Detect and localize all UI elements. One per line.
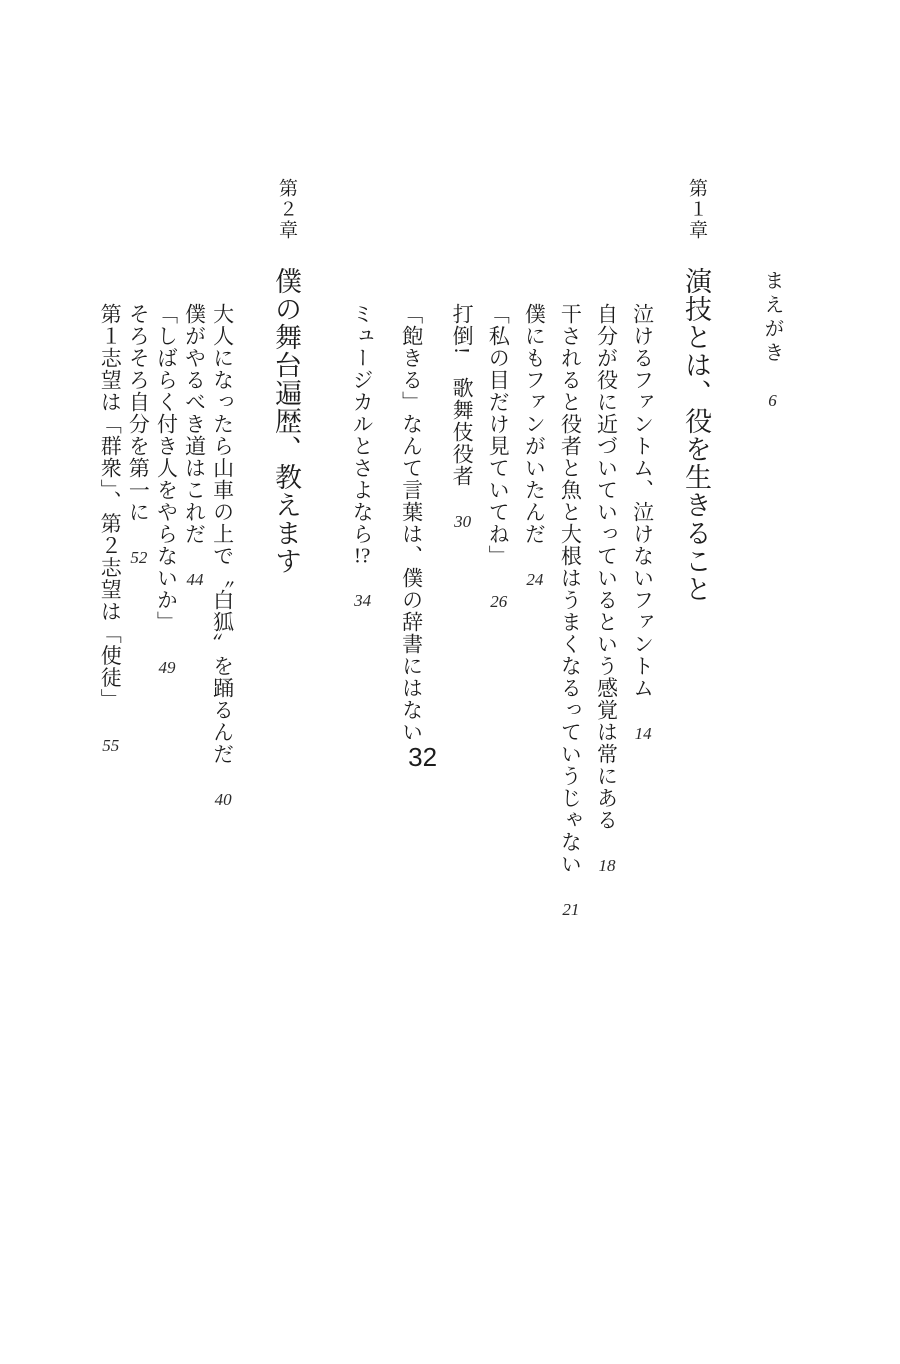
entry-page-number: 18 — [598, 857, 616, 874]
entry-title: 僕がやるべき道はこれだ — [182, 303, 207, 545]
entry-page-number: 44 — [186, 571, 204, 588]
entry-title: 第１志望は「群衆」、第２志望は「使徒」 — [98, 303, 123, 711]
toc-entry — [631, 303, 654, 1324]
entry-title: 僕にもファンがいたんだ — [522, 303, 547, 545]
entry-title: 打倒! 歌舞伎役者 — [450, 303, 475, 487]
entry-page-number: 30 — [454, 513, 472, 530]
toc-entry — [211, 303, 234, 1324]
entry-page-number: 14 — [634, 725, 652, 742]
chapter2-title: 僕の舞台遍歴、教えます — [271, 267, 302, 575]
toc-entry — [98, 303, 121, 1324]
toc-entry — [522, 303, 545, 1324]
chapter1-label: 第１章 — [686, 178, 707, 241]
toc-entry — [126, 303, 149, 1324]
entry-page-number: 24 — [526, 571, 544, 588]
entry-title: 自分が役に近づいていっているという感覚は常にある — [594, 303, 619, 831]
entry-title: 大人になったら山車の上で〝白狐〟を踊るんだ — [210, 303, 235, 765]
entry-title-punctuation: !? — [353, 545, 371, 566]
entry-page-number: 52 — [130, 549, 148, 566]
toc-entry — [594, 303, 617, 1324]
frontmatter-title: まえがき — [761, 270, 783, 366]
entry-title: 「飽きる」なんて言葉は、僕の辞書にはない — [399, 303, 424, 743]
chapter1-title: 演技とは、役を生きること — [681, 267, 711, 603]
toc-entry — [486, 303, 509, 1324]
frontmatter-entry — [760, 270, 784, 1324]
entry-page-number: 55 — [102, 736, 120, 754]
entry-page-number: 49 — [158, 659, 176, 676]
toc-entry — [450, 303, 473, 1324]
toc-entry — [182, 303, 205, 1324]
entry-title: 干されると役者と魚と大根はうまくなるっていうじゃない — [558, 303, 583, 875]
toc-entry — [386, 303, 437, 1324]
entry-title: そろそろ自分を第一に — [126, 303, 151, 523]
entry-title: ミュージカルとさよなら — [350, 303, 375, 545]
chapter1-heading — [680, 178, 712, 1324]
entry-page-number: 26 — [490, 593, 508, 610]
entry-title: 泣けるファントム、泣けないファントム — [630, 303, 655, 699]
entry-page-number: 40 — [214, 791, 232, 808]
entry-title: 「しばらく付き人をやらないか」 — [154, 303, 179, 633]
toc-entry — [558, 303, 581, 1324]
toc-entry — [350, 303, 373, 1324]
entry-page-number: 21 — [562, 901, 580, 918]
frontmatter-page-number: 6 — [768, 392, 777, 409]
chapter2-heading — [270, 178, 302, 1324]
chapter2-label: 第２章 — [276, 178, 298, 241]
entry-page-number: 34 — [354, 592, 372, 609]
toc-entry — [154, 303, 177, 1324]
entry-page-number: 32 — [408, 742, 438, 772]
entry-title: 「私の目だけ見ていてね」 — [486, 303, 511, 567]
